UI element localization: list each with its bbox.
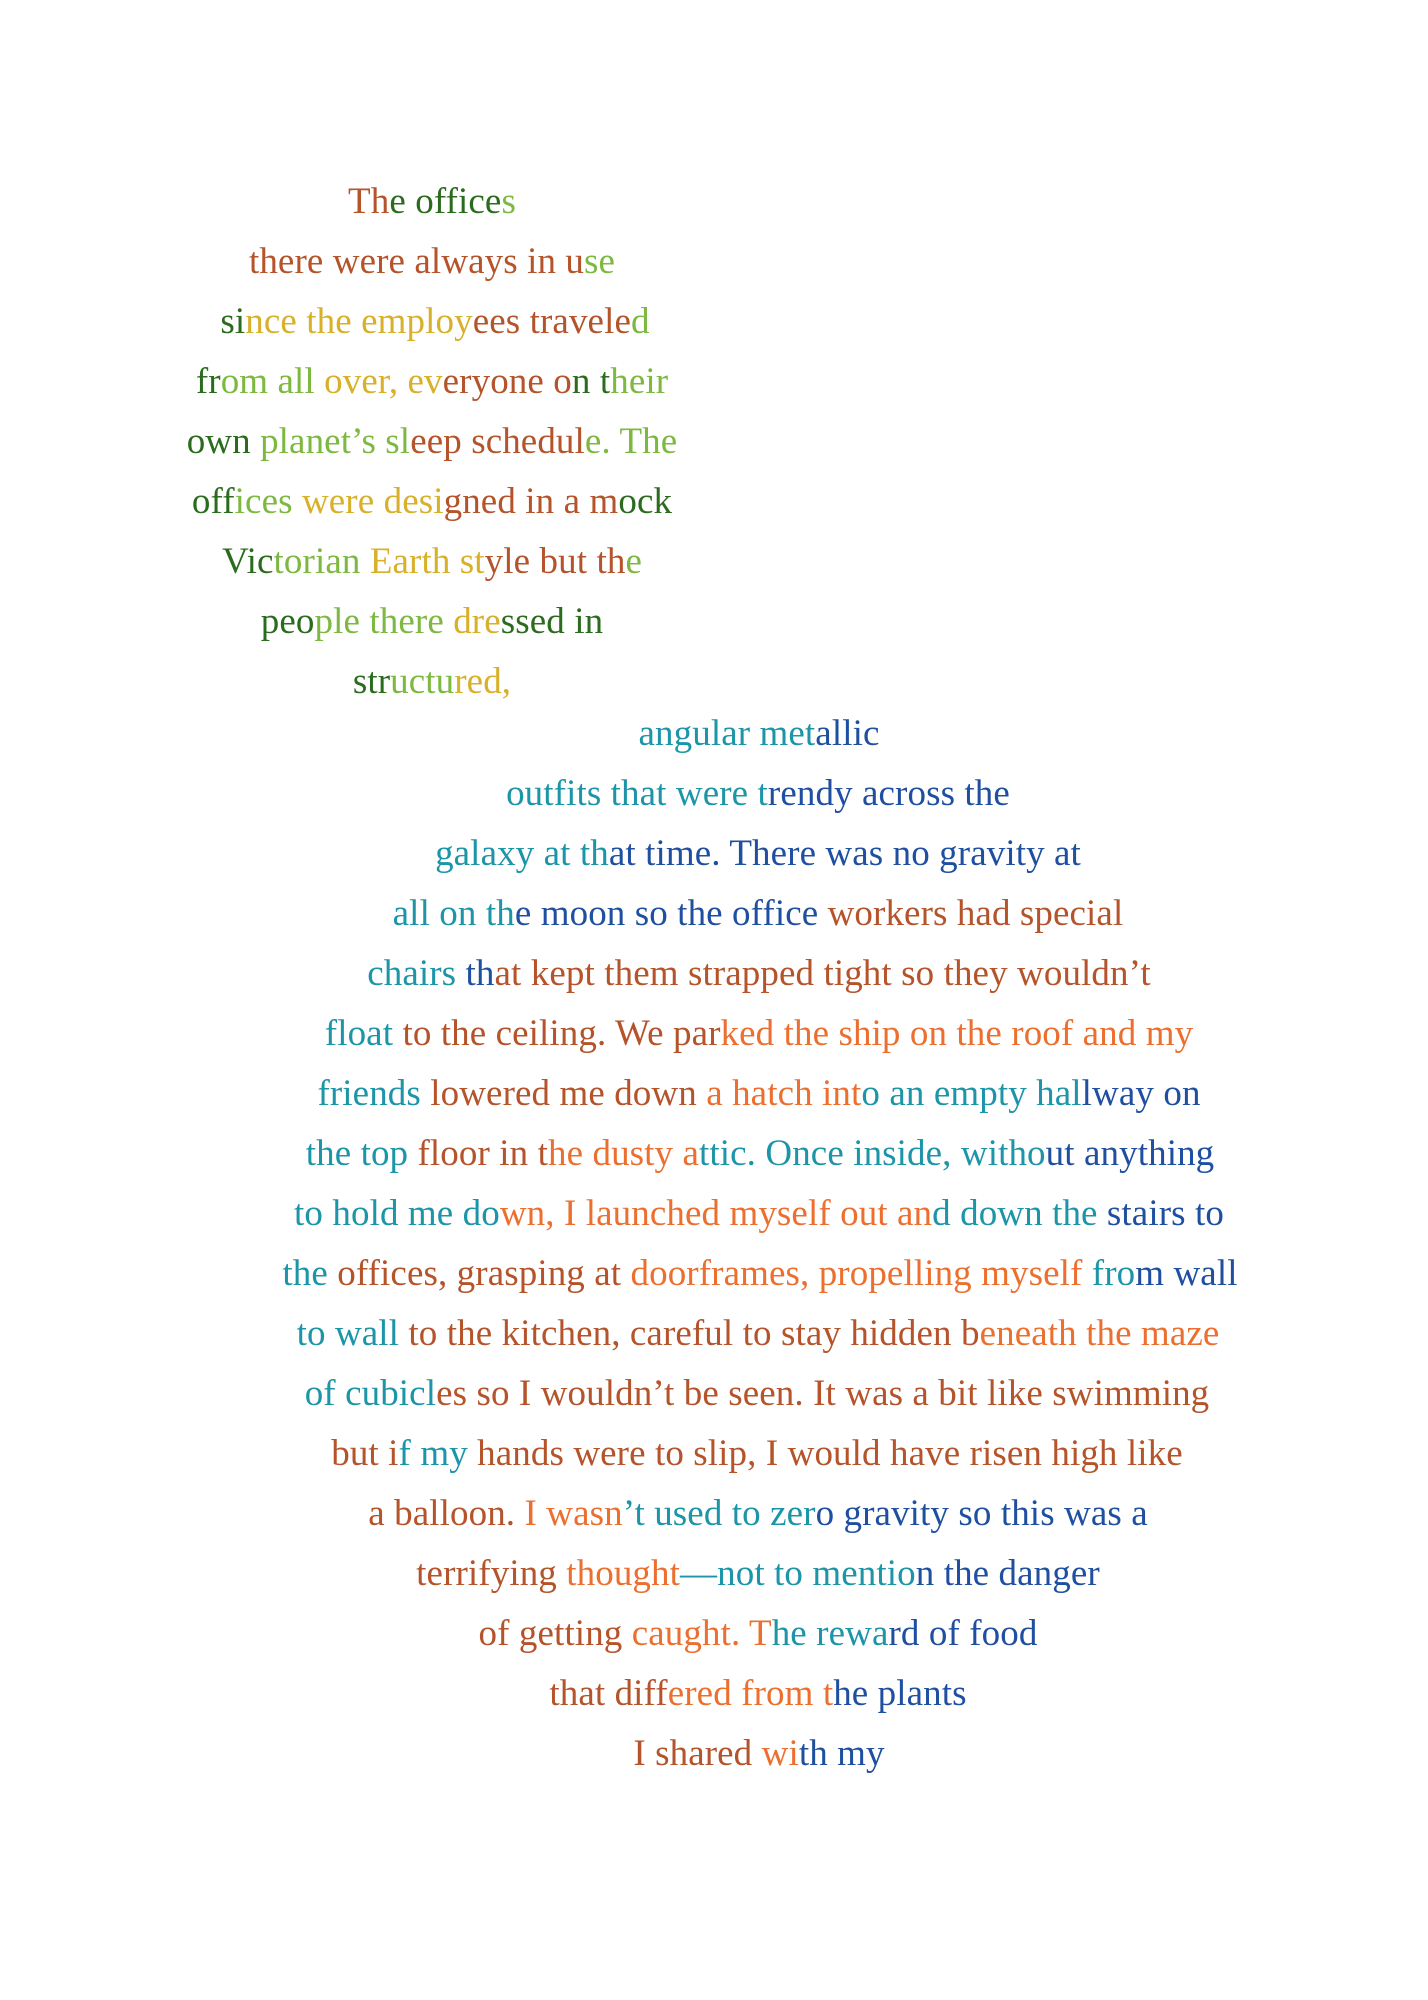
poem-line xyxy=(368,1492,1148,1536)
poem-text-segment: a hatch int xyxy=(706,1073,862,1114)
poem-text-segment: he rewa xyxy=(771,1613,889,1654)
poem-line xyxy=(220,300,649,344)
poem-text-segment: stairs to xyxy=(1106,1193,1224,1234)
poem-text-segment: wi xyxy=(761,1733,799,1774)
poem-text-segment: he dusty a xyxy=(547,1133,700,1174)
poem-text-segment: float xyxy=(324,1013,403,1054)
poem-text-segment: to wall xyxy=(296,1313,409,1354)
poem-text-segment: gned in a m xyxy=(443,481,619,522)
poem-text-segment: to hold me do xyxy=(294,1193,500,1234)
poem-line xyxy=(393,892,1124,936)
poem-text-segment: the xyxy=(282,1253,338,1294)
poem-text-segment: planet’s sl xyxy=(260,421,411,462)
poem-text-segment: I shared xyxy=(633,1733,762,1774)
poem-text-segment: se xyxy=(584,241,616,282)
poem-text-segment: floor in t xyxy=(417,1133,548,1174)
poem-line xyxy=(282,1252,1237,1296)
poem-text-segment: ees travele xyxy=(472,301,631,342)
poem-text-segment: caught. T xyxy=(631,1613,772,1654)
poem-line xyxy=(353,660,511,704)
poem-text-segment: I wasn xyxy=(524,1493,623,1534)
poem-text-segment: rd of food xyxy=(888,1613,1038,1654)
poem-text-segment: were desi xyxy=(301,481,444,522)
poem-line xyxy=(297,1312,1220,1356)
poem-line xyxy=(416,1552,1100,1596)
poem-text-segment: off xyxy=(191,481,235,522)
poem-text-segment: galaxy at th xyxy=(435,833,609,874)
poem-text-segment: but i xyxy=(331,1433,399,1474)
poem-line xyxy=(549,1672,966,1716)
poem-text-segment: —not to mentio xyxy=(680,1553,916,1594)
poem-line xyxy=(249,240,615,284)
poem-text-segment: the top xyxy=(305,1133,418,1174)
poem-line xyxy=(187,420,678,464)
poem-text-segment: ock xyxy=(618,481,673,522)
poem-text-segment: of cubicl xyxy=(304,1373,437,1414)
poem-text-segment: th my xyxy=(798,1733,885,1774)
poem-text-segment: lway on xyxy=(1081,1073,1201,1114)
poem-text-segment: th xyxy=(465,953,495,994)
poem-text-segment: ttic. Once inside, witho xyxy=(699,1133,1046,1174)
poem-text-segment: at kept them strapped tight so they wouldn’t xyxy=(494,953,1151,994)
poem-line xyxy=(294,1192,1224,1236)
poem-text-segment: chairs xyxy=(367,953,466,994)
poem-text-segment: he plants xyxy=(833,1673,967,1714)
poem-text-segment: eep schedul xyxy=(410,421,585,462)
poem-text-segment: e moon so the office xyxy=(514,893,828,934)
poem-text-segment: allic xyxy=(815,713,880,754)
poem-text-segment: fr xyxy=(195,361,221,402)
poem-text-segment: n the danger xyxy=(915,1553,1100,1594)
poem-text-segment: outfits that were t xyxy=(506,773,768,814)
poem-text-segment: angular met xyxy=(638,713,816,754)
poem-text-segment: str xyxy=(352,661,391,702)
poem-text-segment: own xyxy=(186,421,261,462)
poem-line xyxy=(633,1732,884,1776)
poem-line xyxy=(348,180,516,224)
poem-text-segment: e office xyxy=(389,181,502,222)
poem-text-segment: e xyxy=(625,541,642,582)
poem-text-segment: friends xyxy=(317,1073,431,1114)
poem-text-segment: that diff xyxy=(549,1673,668,1714)
poem-text-segment: red, xyxy=(454,661,512,702)
poem-text-segment: ’t used to zer xyxy=(622,1493,816,1534)
poem-text-segment: om all xyxy=(220,361,315,402)
poem-line xyxy=(261,600,603,644)
poem-text-segment: dre xyxy=(453,601,501,642)
poem-text-segment: yle but th xyxy=(484,541,626,582)
poem-line xyxy=(196,360,668,404)
poem-text-segment: terrifying xyxy=(416,1553,567,1594)
poem-text-segment: to the ceiling. We par xyxy=(402,1013,721,1054)
poem-text-segment: ered from t xyxy=(667,1673,834,1714)
poem-text-segment: heir xyxy=(610,361,669,402)
poem-text-segment: ssed in xyxy=(500,601,604,642)
poem-line xyxy=(192,480,672,524)
poem-text-segment: eneath the maze xyxy=(979,1313,1220,1354)
poem-line xyxy=(435,832,1081,876)
poem-line xyxy=(306,1132,1215,1176)
poem-text-segment: to the kitchen, careful to stay hidden b xyxy=(408,1313,980,1354)
poem-line xyxy=(639,712,880,756)
poem-text-segment: d down the xyxy=(932,1193,1107,1234)
poem-line xyxy=(367,952,1151,996)
poem-text-segment: Th xyxy=(348,181,390,222)
poem-line xyxy=(305,1372,1210,1416)
poem-text-segment: there were always in u xyxy=(248,241,585,282)
poem-line xyxy=(317,1072,1200,1116)
poem-line xyxy=(222,540,642,584)
poem-text-segment: fro xyxy=(1091,1253,1136,1294)
poem-text-segment: wn, I launched myself out an xyxy=(499,1193,933,1234)
poem-text-segment: ut anything xyxy=(1045,1133,1215,1174)
poem-text-segment: ices xyxy=(234,481,302,522)
poem-text-segment: si xyxy=(220,301,246,342)
poem-text-segment: m wall xyxy=(1135,1253,1238,1294)
poem-text-segment: offices, grasping at xyxy=(337,1253,631,1294)
poem-text-segment: over, ev xyxy=(314,361,443,402)
poem-text-segment: f my xyxy=(398,1433,478,1474)
poem-text-segment: d xyxy=(630,301,650,342)
poem-text-segment: a balloon. xyxy=(368,1493,525,1534)
poem-text-segment: e. The xyxy=(584,421,678,462)
poem-line xyxy=(325,1012,1193,1056)
poem-line xyxy=(506,772,1010,816)
poem-line xyxy=(479,1612,1038,1656)
poem-text-segment: s xyxy=(501,181,516,222)
poem-text-segment: Earth st xyxy=(369,541,485,582)
poem-text-segment: ked the ship on the roof and my xyxy=(720,1013,1194,1054)
poem-text-segment: peo xyxy=(260,601,315,642)
poem-text-segment: eryone o xyxy=(442,361,572,402)
poem-text-segment: o an empty hal xyxy=(861,1073,1082,1114)
poem-text-segment: lowered me down xyxy=(430,1073,707,1114)
poem-text-segment: all on th xyxy=(392,893,515,934)
poem-text-segment: torian xyxy=(273,541,370,582)
poem-text-segment: ple there xyxy=(314,601,454,642)
poem-text-segment: nce the employ xyxy=(245,301,473,342)
poem-text-segment: uctu xyxy=(390,661,455,702)
poem-text-segment: thought xyxy=(566,1553,681,1594)
poem-text-segment: of getting xyxy=(478,1613,632,1654)
poem-line xyxy=(331,1432,1183,1476)
poem-text-segment: hands were to slip, I would have risen high like xyxy=(477,1433,1183,1474)
poem-text-segment: at time. There was no gravity at xyxy=(608,833,1081,874)
poem-text-segment: es so I wouldn’t be seen. It was a bit like swimming xyxy=(436,1373,1210,1414)
poem-text-segment: Vic xyxy=(222,541,274,582)
poem-text-segment: doorframes, propelling myself xyxy=(630,1253,1092,1294)
poem-text-segment: o gravity so this was a xyxy=(815,1493,1148,1534)
poem-text-segment: workers had special xyxy=(827,893,1124,934)
poem-text-segment: n t xyxy=(571,361,611,402)
poem-text-segment: rendy across the xyxy=(767,773,1010,814)
